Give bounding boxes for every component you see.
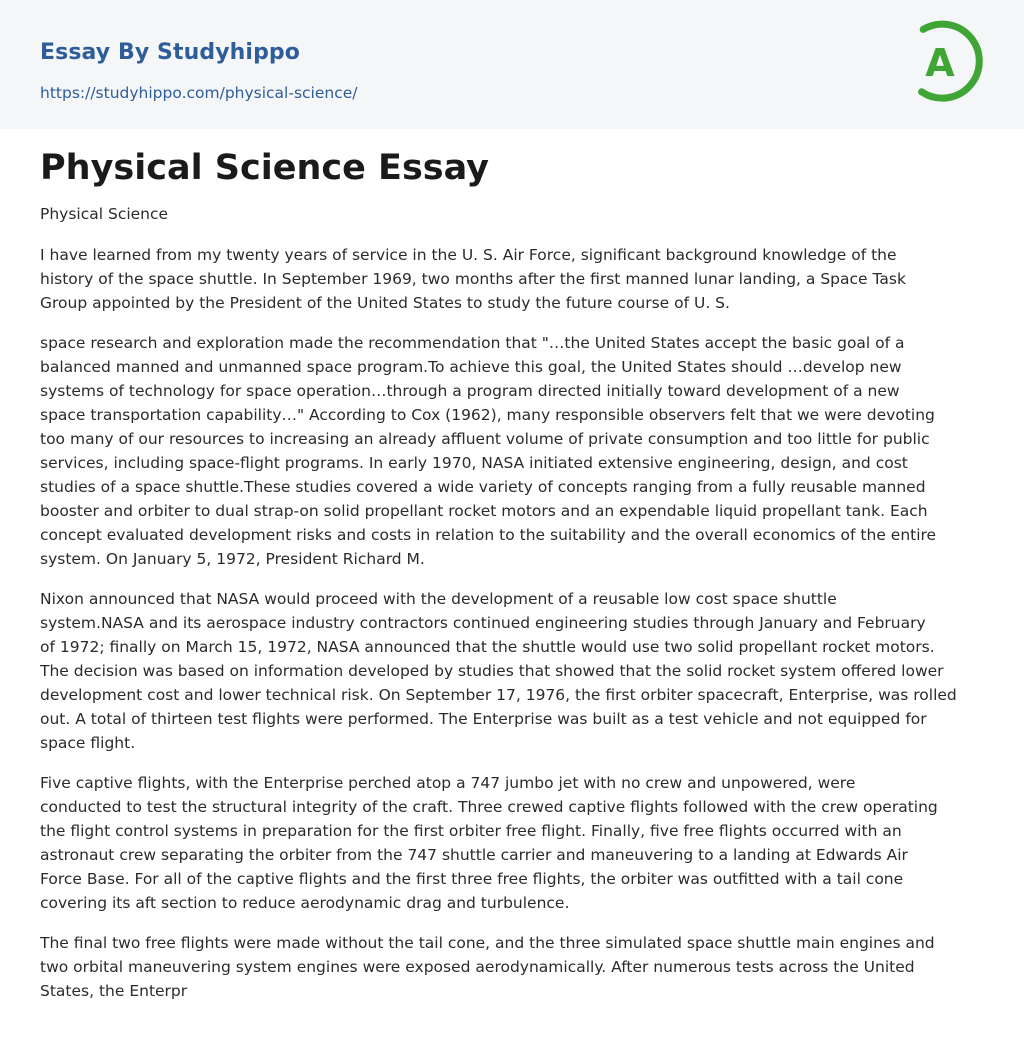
text-line: balanced manned and unmanned space program.To achieve this goal, the United States should …develop new — [40, 358, 902, 376]
article-title: Physical Science Essay — [40, 148, 489, 188]
text-line: Nixon announced that NASA would proceed with the development of a reusable low cost space shuttle — [40, 590, 837, 608]
page-url-link[interactable]: https://studyhippo.com/physical-science/ — [40, 84, 358, 102]
text-line: the flight control systems in preparation for the first orbiter free flight. Finally, five free flights occurred with an — [40, 822, 902, 840]
text-line: space transportation capability…" According to Cox (1962), many responsible observers felt that we were devoting — [40, 406, 935, 424]
text-line: too many of our resources to increasing an already affluent volume of private consumption and too little for public — [40, 430, 930, 448]
paragraph-3 — [40, 587, 984, 755]
article — [0, 129, 1024, 1003]
text-line: concept evaluated development risks and costs in relation to the suitability and the overall economics of the entire — [40, 526, 937, 544]
text-line: astronaut crew separating the orbiter from the 747 shuttle carrier and maneuvering to a landing at Edwards Air — [40, 846, 908, 864]
text-line: system.NASA and its aerospace industry contractors continued engineering studies through January and February — [40, 614, 926, 632]
logo-letter: A — [925, 41, 955, 85]
paragraph-1 — [40, 243, 984, 315]
site-brand[interactable]: Essay By Studyhippo — [40, 40, 300, 65]
paragraph-5 — [40, 931, 984, 1003]
text-line: States, the Enterpr — [40, 982, 188, 1000]
article-category: Physical Science — [40, 205, 169, 223]
text-line: space research and exploration made the recommendation that "…the United States accept the basic goal of a — [40, 334, 905, 352]
text-line: of 1972; finally on March 15, 1972, NASA announced that the shuttle would use two solid propellant rocket motors. — [40, 638, 935, 656]
text-line: booster and orbiter to dual strap-on solid propellant rocket motors and an expendable liquid propellant tank. Each — [40, 502, 928, 520]
text-line: I have learned from my twenty years of service in the U. S. Air Force, significant background knowledge of the — [40, 246, 897, 264]
paragraph-2 — [40, 331, 984, 571]
text-line: history of the space shuttle. In September 1969, two months after the first manned lunar landing, a Space Task — [40, 270, 906, 288]
text-line: services, including space-flight programs. In early 1970, NASA initiated extensive engineering, design, and cost — [40, 454, 908, 472]
text-line: studies of a space shuttle.These studies covered a wide variety of concepts ranging from a fully reusable manned — [40, 478, 926, 496]
text-line: two orbital maneuvering system engines were exposed aerodynamically. After numerous tests across the United — [40, 958, 915, 976]
text-line: Group appointed by the President of the United States to study the future course of U. S. — [40, 294, 730, 312]
site-header — [0, 0, 1024, 129]
text-line: conducted to test the structural integrity of the craft. Three crewed captive flights followed with the crew operating — [40, 798, 938, 816]
text-line: The final two free flights were made without the tail cone, and the three simulated space shuttle main engines and — [40, 934, 935, 952]
text-line: development cost and lower technical risk. On September 17, 1976, the first orbiter spacecraft, Enterprise, was rolled — [40, 686, 957, 704]
text-line: space flight. — [40, 734, 136, 752]
text-line: systems of technology for space operation…through a program directed initially toward development of a new — [40, 382, 900, 400]
text-line: The decision was based on information developed by studies that showed that the solid rocket system offered lower — [40, 662, 944, 680]
text-line: out. A total of thirteen test flights were performed. The Enterprise was built as a test vehicle and not equipped for — [40, 710, 927, 728]
text-line: system. On January 5, 1972, President Richard M. — [40, 550, 425, 568]
text-line: Five captive flights, with the Enterprise perched atop a 747 jumbo jet with no crew and unpowered, were — [40, 774, 856, 792]
text-line: Force Base. For all of the captive flights and the first three free flights, the orbiter was outfitted with a tail cone — [40, 870, 904, 888]
paragraph-4 — [40, 771, 984, 915]
studyhippo-logo-icon[interactable] — [913, 19, 987, 105]
text-line: covering its aft section to reduce aerodynamic drag and turbulence. — [40, 894, 570, 912]
